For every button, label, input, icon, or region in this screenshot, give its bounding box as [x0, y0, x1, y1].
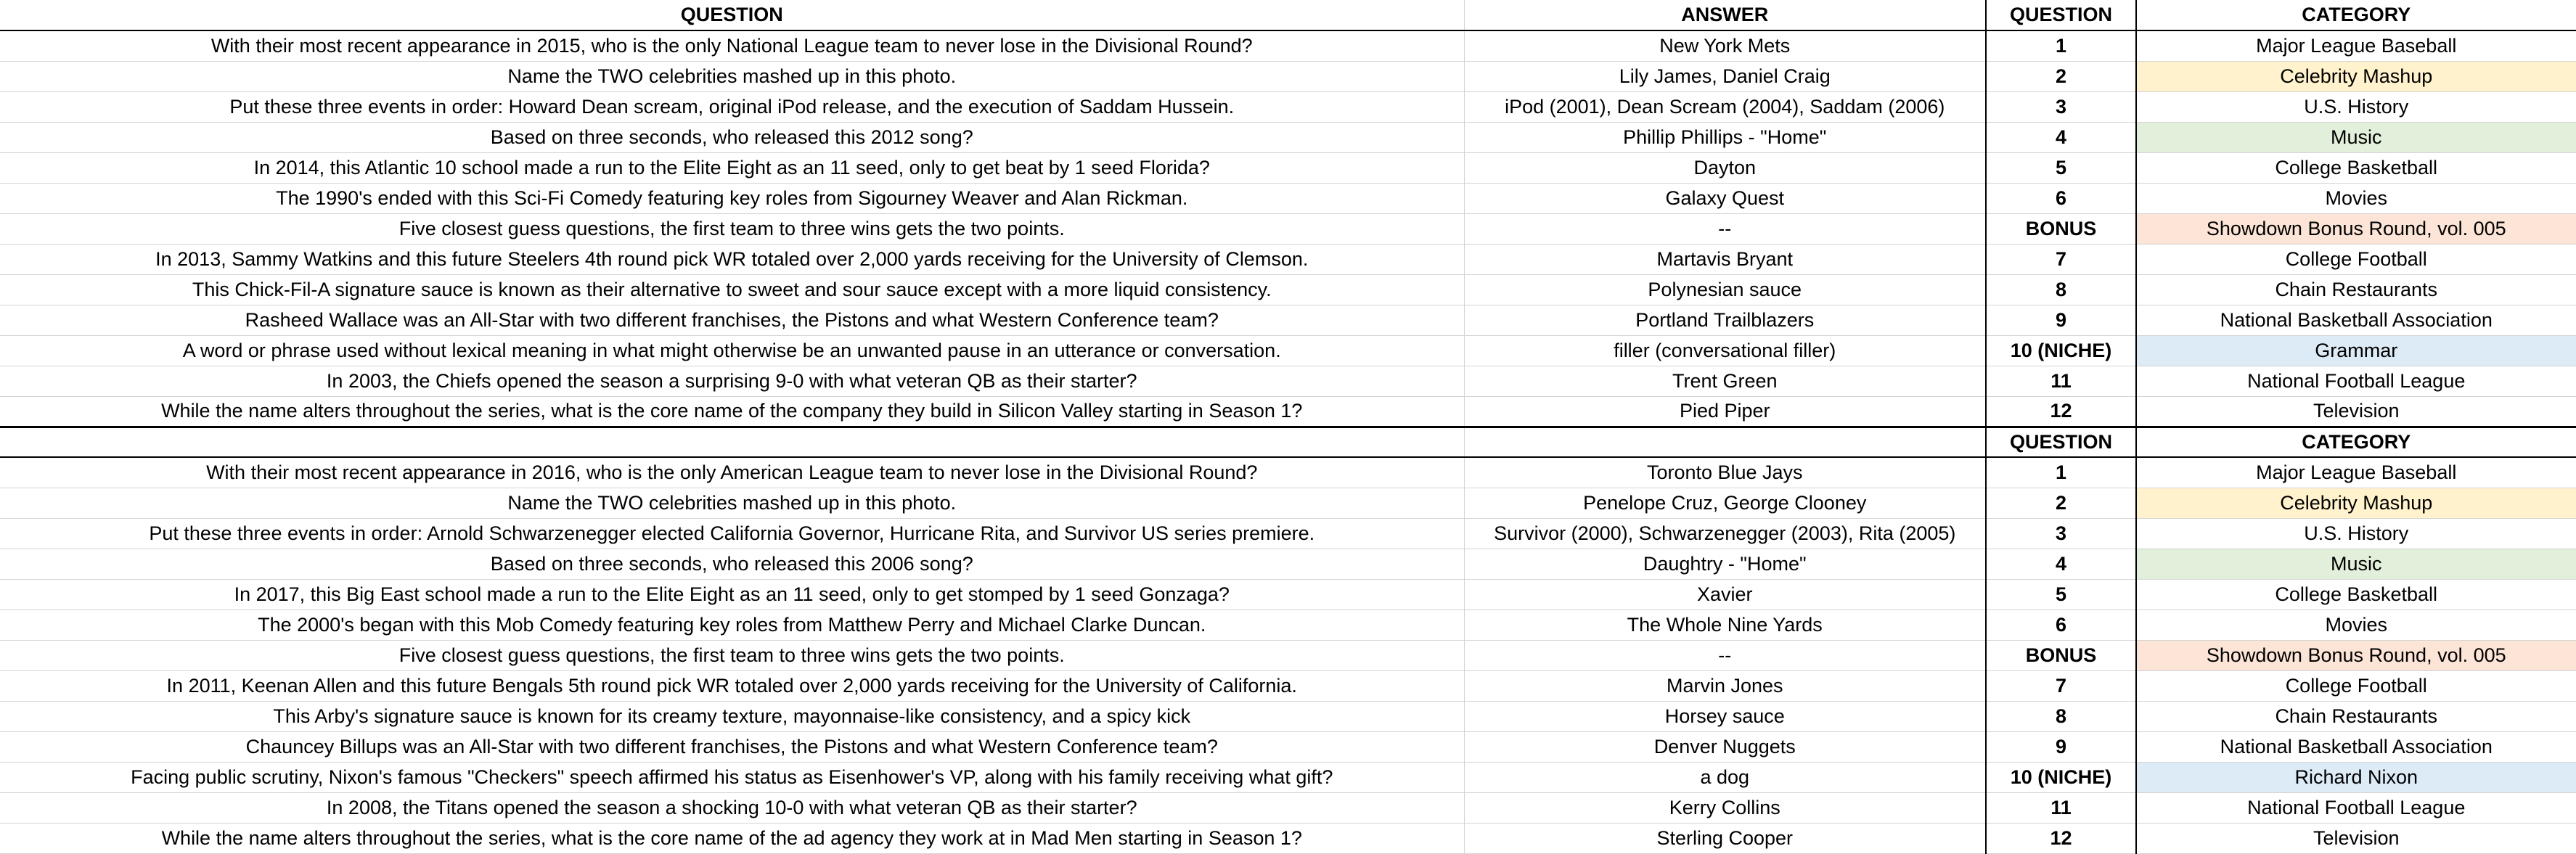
question-number-cell[interactable]: 7: [1986, 670, 2136, 701]
question-number-cell[interactable]: 9: [1986, 305, 2136, 335]
question-number-cell[interactable]: BONUS: [1986, 213, 2136, 244]
question-number-cell[interactable]: 3: [1986, 518, 2136, 549]
question-number-cell[interactable]: 11: [1986, 366, 2136, 396]
question-cell[interactable]: Based on three seconds, who released this 2006 song?: [0, 549, 1464, 579]
answer-cell[interactable]: Trent Green: [1464, 366, 1986, 396]
table-row: [0, 488, 2576, 518]
category-cell[interactable]: Grammar: [2136, 335, 2576, 366]
question-number-cell[interactable]: 10 (NICHE): [1986, 335, 2136, 366]
question-cell[interactable]: Based on three seconds, who released this 2012 song?: [0, 122, 1464, 152]
category-cell[interactable]: National Football League: [2136, 366, 2576, 396]
table-row: [0, 183, 2576, 213]
question-number-cell[interactable]: 3: [1986, 91, 2136, 122]
table-row: [0, 61, 2576, 91]
answer-cell[interactable]: Horsey sauce: [1464, 701, 1986, 731]
question-number-cell[interactable]: 4: [1986, 549, 2136, 579]
question-cell[interactable]: In 2017, this Big East school made a run to the Elite Eight as an 11 seed, only to get stomped by 1 seed Gonzaga?: [0, 579, 1464, 609]
category-cell[interactable]: National Basketball Association: [2136, 305, 2576, 335]
answer-cell[interactable]: Penelope Cruz, George Clooney: [1464, 488, 1986, 518]
table-row: [0, 91, 2576, 122]
table-row: [0, 335, 2576, 366]
question-cell[interactable]: With their most recent appearance in 2015, who is the only National League team to never lose in the Divisional Round?: [0, 30, 1464, 61]
category-cell[interactable]: Movies: [2136, 183, 2576, 213]
question-number-cell[interactable]: 11: [1986, 792, 2136, 823]
question-number-cell[interactable]: 6: [1986, 609, 2136, 640]
category-cell[interactable]: Celebrity Mashup: [2136, 61, 2576, 91]
table-row: [0, 213, 2576, 244]
table-row: [0, 152, 2576, 183]
answer-cell[interactable]: Dayton: [1464, 152, 1986, 183]
question-cell[interactable]: Put these three events in order: Howard Dean scream, original iPod release, and the execution of Saddam Hussein.: [0, 91, 1464, 122]
category-cell[interactable]: College Football: [2136, 670, 2576, 701]
category-cell[interactable]: Music: [2136, 549, 2576, 579]
question-cell[interactable]: The 2000's began with this Mob Comedy featuring key roles from Matthew Perry and Michael Clarke Duncan.: [0, 609, 1464, 640]
category-cell[interactable]: Chain Restaurants: [2136, 701, 2576, 731]
category-cell[interactable]: National Football League: [2136, 792, 2576, 823]
table-row: [0, 274, 2576, 305]
question-number-cell[interactable]: 8: [1986, 701, 2136, 731]
table-row: [0, 366, 2576, 396]
question-number-cell[interactable]: 9: [1986, 731, 2136, 762]
question-cell[interactable]: This Chick-Fil-A signature sauce is known as their alternative to sweet and sour sauce except with a more liquid consistency.: [0, 274, 1464, 305]
header-category-2[interactable]: CATEGORY: [2136, 427, 2576, 457]
question-number-cell[interactable]: 8: [1986, 274, 2136, 305]
question-number-cell[interactable]: 1: [1986, 457, 2136, 488]
header-row: [0, 0, 2576, 30]
answer-cell[interactable]: Portland Trailblazers: [1464, 305, 1986, 335]
question-cell[interactable]: Name the TWO celebrities mashed up in this photo.: [0, 488, 1464, 518]
question-cell[interactable]: Facing public scrutiny, Nixon's famous "Checkers" speech affirmed his status as Eisenhower's VP, along with his family receiving what gift?: [0, 762, 1464, 792]
table-row: [0, 30, 2576, 61]
table-row: [0, 579, 2576, 609]
question-number-cell[interactable]: 2: [1986, 488, 2136, 518]
question-number-cell[interactable]: 2: [1986, 61, 2136, 91]
table-row: [0, 305, 2576, 335]
category-cell[interactable]: Chain Restaurants: [2136, 274, 2576, 305]
question-cell[interactable]: In 2003, the Chiefs opened the season a surprising 9-0 with what veteran QB as their starter?: [0, 366, 1464, 396]
table-row: [0, 518, 2576, 549]
header-row-2: [0, 427, 2576, 457]
table-row: [0, 122, 2576, 152]
question-cell[interactable]: In 2008, the Titans opened the season a shocking 10-0 with what veteran QB as their starter?: [0, 792, 1464, 823]
category-cell[interactable]: College Basketball: [2136, 579, 2576, 609]
question-cell[interactable]: Rasheed Wallace was an All-Star with two different franchises, the Pistons and what Western Conference team?: [0, 305, 1464, 335]
answer-cell[interactable]: a dog: [1464, 762, 1986, 792]
answer-cell[interactable]: Denver Nuggets: [1464, 731, 1986, 762]
question-number-cell[interactable]: 5: [1986, 152, 2136, 183]
question-number-cell[interactable]: 5: [1986, 579, 2136, 609]
table-row: [0, 731, 2576, 762]
table-row: [0, 640, 2576, 670]
question-cell[interactable]: A word or phrase used without lexical meaning in what might otherwise be an unwanted pause in an utterance or conversation.: [0, 335, 1464, 366]
category-cell[interactable]: Television: [2136, 396, 2576, 427]
question-cell[interactable]: This Arby's signature sauce is known for its creamy texture, mayonnaise-like consistency, and a spicy kick: [0, 701, 1464, 731]
header-question-number[interactable]: QUESTION: [1986, 0, 2136, 30]
answer-cell[interactable]: Kerry Collins: [1464, 792, 1986, 823]
category-cell[interactable]: Showdown Bonus Round, vol. 005: [2136, 640, 2576, 670]
header-question[interactable]: QUESTION: [0, 0, 1464, 30]
answer-cell[interactable]: Lily James, Daniel Craig: [1464, 61, 1986, 91]
answer-cell[interactable]: New York Mets: [1464, 30, 1986, 61]
answer-cell[interactable]: --: [1464, 640, 1986, 670]
question-cell[interactable]: In 2014, this Atlantic 10 school made a run to the Elite Eight as an 11 seed, only to get beat by 1 seed Florida?: [0, 152, 1464, 183]
table-row: [0, 792, 2576, 823]
answer-cell[interactable]: Pied Piper: [1464, 396, 1986, 427]
question-cell[interactable]: Chauncey Billups was an All-Star with two different franchises, the Pistons and what Western Conference team?: [0, 731, 1464, 762]
table-row: [0, 396, 2576, 427]
table-row: [0, 670, 2576, 701]
question-cell[interactable]: Five closest guess questions, the first team to three wins gets the two points.: [0, 640, 1464, 670]
table-row: [0, 823, 2576, 853]
category-cell[interactable]: Music: [2136, 122, 2576, 152]
category-cell[interactable]: Television: [2136, 823, 2576, 853]
table-row: [0, 762, 2576, 792]
header-category[interactable]: CATEGORY: [2136, 0, 2576, 30]
answer-cell[interactable]: Daughtry - "Home": [1464, 549, 1986, 579]
table-row: [0, 244, 2576, 274]
header-answer[interactable]: ANSWER: [1464, 0, 1986, 30]
answer-cell[interactable]: Xavier: [1464, 579, 1986, 609]
table-row: [0, 609, 2576, 640]
answer-cell[interactable]: Polynesian sauce: [1464, 274, 1986, 305]
blank-cell[interactable]: [0, 427, 1464, 457]
category-cell[interactable]: Richard Nixon: [2136, 762, 2576, 792]
answer-cell[interactable]: Marvin Jones: [1464, 670, 1986, 701]
question-number-cell[interactable]: BONUS: [1986, 640, 2136, 670]
answer-cell[interactable]: Phillip Phillips - "Home": [1464, 122, 1986, 152]
question-cell[interactable]: The 1990's ended with this Sci-Fi Comedy featuring key roles from Sigourney Weaver and Alan Rickman.: [0, 183, 1464, 213]
question-number-cell[interactable]: 12: [1986, 823, 2136, 853]
answer-cell[interactable]: iPod (2001), Dean Scream (2004), Saddam (2006): [1464, 91, 1986, 122]
answer-cell[interactable]: Sterling Cooper: [1464, 823, 1986, 853]
category-cell[interactable]: U.S. History: [2136, 518, 2576, 549]
category-cell[interactable]: College Football: [2136, 244, 2576, 274]
category-cell[interactable]: National Basketball Association: [2136, 731, 2576, 762]
category-cell[interactable]: Major League Baseball: [2136, 457, 2576, 488]
question-cell[interactable]: While the name alters throughout the series, what is the core name of the ad agency they work at in Mad Men starting in Season 1?: [0, 823, 1464, 853]
table-row: [0, 549, 2576, 579]
question-cell[interactable]: In 2011, Keenan Allen and this future Bengals 5th round pick WR totaled over 2,000 yards receiving for the University of California.: [0, 670, 1464, 701]
answer-cell[interactable]: The Whole Nine Yards: [1464, 609, 1986, 640]
question-number-cell[interactable]: 10 (NICHE): [1986, 762, 2136, 792]
question-number-cell[interactable]: 12: [1986, 396, 2136, 427]
answer-cell[interactable]: Martavis Bryant: [1464, 244, 1986, 274]
question-number-cell[interactable]: 1: [1986, 30, 2136, 61]
question-cell[interactable]: Five closest guess questions, the first team to three wins gets the two points.: [0, 213, 1464, 244]
category-cell[interactable]: U.S. History: [2136, 91, 2576, 122]
category-cell[interactable]: College Basketball: [2136, 152, 2576, 183]
question-cell[interactable]: Name the TWO celebrities mashed up in this photo.: [0, 61, 1464, 91]
answer-cell[interactable]: filler (conversational filler): [1464, 335, 1986, 366]
question-cell[interactable]: With their most recent appearance in 2016, who is the only American League team to never lose in the Divisional Round?: [0, 457, 1464, 488]
table-row: [0, 701, 2576, 731]
answer-cell[interactable]: Toronto Blue Jays: [1464, 457, 1986, 488]
question-number-cell[interactable]: 6: [1986, 183, 2136, 213]
category-cell[interactable]: Movies: [2136, 609, 2576, 640]
header-question-number-2[interactable]: QUESTION: [1986, 427, 2136, 457]
answer-cell[interactable]: Galaxy Quest: [1464, 183, 1986, 213]
table-row: [0, 457, 2576, 488]
answer-cell[interactable]: --: [1464, 213, 1986, 244]
question-cell[interactable]: In 2013, Sammy Watkins and this future Steelers 4th round pick WR totaled over 2,000 yards receiving for the University of Clemson.: [0, 244, 1464, 274]
category-cell[interactable]: Celebrity Mashup: [2136, 488, 2576, 518]
category-cell[interactable]: Major League Baseball: [2136, 30, 2576, 61]
blank-cell[interactable]: [1464, 427, 1986, 457]
question-cell[interactable]: Put these three events in order: Arnold Schwarzenegger elected California Governor, Hurricane Rita, and Survivor US series premiere.: [0, 518, 1464, 549]
question-number-cell[interactable]: 7: [1986, 244, 2136, 274]
answer-cell[interactable]: Survivor (2000), Schwarzenegger (2003), Rita (2005): [1464, 518, 1986, 549]
category-cell[interactable]: Showdown Bonus Round, vol. 005: [2136, 213, 2576, 244]
question-number-cell[interactable]: 4: [1986, 122, 2136, 152]
question-cell[interactable]: While the name alters throughout the series, what is the core name of the company they build in Silicon Valley starting in Season 1?: [0, 396, 1464, 427]
